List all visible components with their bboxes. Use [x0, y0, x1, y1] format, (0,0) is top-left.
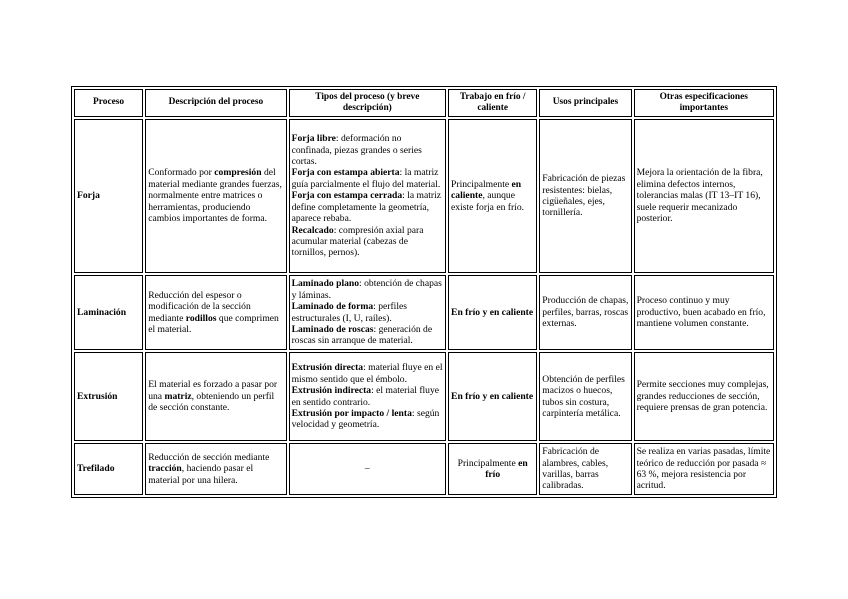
work-keyword: en frío — [485, 457, 528, 480]
process-types — [289, 352, 446, 441]
type-item — [292, 225, 443, 259]
work-keyword: En frío y en caliente — [451, 390, 534, 402]
type-desc: : la matriz define completamente la geometría, aparece rebaba. — [291, 190, 442, 225]
header-tipos: Tipos del proceso (y breve descripción) — [289, 89, 446, 117]
type-name: Recalcado — [291, 224, 334, 236]
process-types — [289, 119, 446, 273]
process-types — [289, 275, 446, 350]
process-other: Permite secciones muy complejas, grandes reducciones de sección, requiere prensas de gran potencia. — [634, 352, 774, 441]
header-proceso: Proceso — [74, 89, 143, 117]
process-name: Trefilado — [74, 443, 143, 495]
process-work — [448, 443, 537, 495]
table-row — [74, 352, 774, 441]
type-desc: : la matriz guía parcialmente el flujo del material. — [291, 167, 441, 190]
desc-text: Conformado por — [148, 167, 215, 179]
type-desc: : compresión axial para acumular material (cabezas de tornillos, pernos). — [291, 224, 424, 259]
type-item — [292, 133, 443, 167]
type-name: Laminado de forma — [291, 301, 374, 313]
type-name: Extrusión por impacto / lenta — [291, 407, 412, 419]
type-desc: : deformación no confinada, piezas grandes o series cortas. — [291, 133, 422, 168]
type-item — [292, 190, 443, 224]
desc-text: , obteniendo un perfil de sección constante. — [148, 390, 275, 414]
work-keyword: en caliente — [451, 178, 522, 202]
process-uses: Fabricación de alambres, cables, varillas, barras calibradas. — [539, 443, 631, 495]
type-name: Forja con estampa cerrada — [291, 190, 403, 202]
type-item — [292, 301, 443, 324]
header-usos: Usos principales — [539, 89, 631, 117]
process-description — [145, 443, 286, 495]
desc-text: del material mediante grandes fuerzas, normalmente entre matrices o herramientas, produciendo cambios importantes de forma. — [148, 167, 282, 225]
type-name: Forja libre — [291, 133, 336, 145]
type-item — [292, 362, 443, 385]
desc-keyword: rodillos — [185, 312, 217, 324]
type-desc: : según velocidad y geometría. — [291, 407, 440, 431]
table-header-row — [74, 89, 774, 117]
type-item — [292, 408, 443, 431]
type-desc: : obtención de chapas y láminas. — [291, 278, 442, 301]
type-name: Forja con estampa abierta — [291, 167, 400, 179]
desc-text: Reducción de sección mediante — [148, 451, 270, 463]
type-item — [292, 167, 443, 190]
process-uses: Fabricación de piezas resistentes: bielas, cigüeñales, ejes, tornillería. — [539, 119, 631, 273]
desc-keyword: matriz — [164, 390, 192, 402]
header-otras: Otras especificaciones importantes — [634, 89, 774, 117]
process-work — [448, 275, 537, 350]
desc-keyword: tracción — [148, 463, 182, 475]
process-name: Forja — [74, 119, 143, 273]
process-other: Mejora la orientación de la fibra, elimina defectos internos, tolerancias malas (IT 13–IT 16), suele requerir mecanizado posterior. — [634, 119, 774, 273]
process-name: Laminación — [74, 275, 143, 350]
desc-text: El material es forzado a pasar por una — [148, 379, 278, 402]
type-item — [292, 278, 443, 301]
header-trabajo: Trabajo en frío / caliente — [448, 89, 537, 117]
desc-keyword: compresión — [214, 167, 262, 179]
process-description — [145, 275, 286, 350]
type-desc: : el material fluye en sentido contrario. — [291, 385, 440, 408]
process-other: Se realiza en varias pasadas, límite teórico de reducción por pasada ≈ 63 %, mejora resistencia por acritud. — [634, 443, 774, 495]
process-name: Extrusión — [74, 352, 143, 441]
desc-text: , haciendo pasar el material por una hilera. — [148, 463, 254, 486]
type-name: Extrusión directa — [291, 362, 364, 374]
process-uses: Producción de chapas, perfiles, barras, roscas externas. — [539, 275, 631, 350]
type-desc: : material fluye en el mismo sentido que el émbolo. — [291, 362, 443, 385]
table-row — [74, 119, 774, 273]
work-keyword: En frío y en caliente — [451, 306, 534, 318]
header-descripcion: Descripción del proceso — [145, 89, 286, 117]
document-page — [71, 86, 777, 498]
process-work — [448, 352, 537, 441]
process-table — [71, 86, 777, 498]
type-item — [292, 324, 443, 347]
work-text: , aunque existe forja en frío. — [451, 190, 525, 213]
type-name: Laminado de roscas — [291, 323, 374, 335]
type-desc: : perfiles estructurales (I, U, raíles). — [291, 301, 407, 324]
type-name: Extrusión indirecta — [291, 385, 372, 397]
desc-text: que comprimen el material. — [148, 312, 279, 335]
table-row — [74, 443, 774, 495]
process-description — [145, 119, 286, 273]
work-text: Principalmente — [451, 178, 512, 190]
process-description — [145, 352, 286, 441]
desc-text: Reducción del espesor o modificación de la sección mediante — [148, 289, 251, 324]
process-types: – — [289, 443, 446, 495]
type-item — [292, 385, 443, 408]
type-name: Laminado plano — [291, 278, 360, 290]
type-desc: : generación de roscas sin arranque de material. — [291, 323, 433, 347]
process-uses: Obtención de perfiles macizos o huecos, tubos sin costura, carpintería metálica. — [539, 352, 631, 441]
process-other: Proceso continuo y muy productivo, buen acabado en frío, mantiene volumen constante. — [634, 275, 774, 350]
work-text: Principalmente — [457, 457, 519, 469]
table-row — [74, 275, 774, 350]
process-work — [448, 119, 537, 273]
